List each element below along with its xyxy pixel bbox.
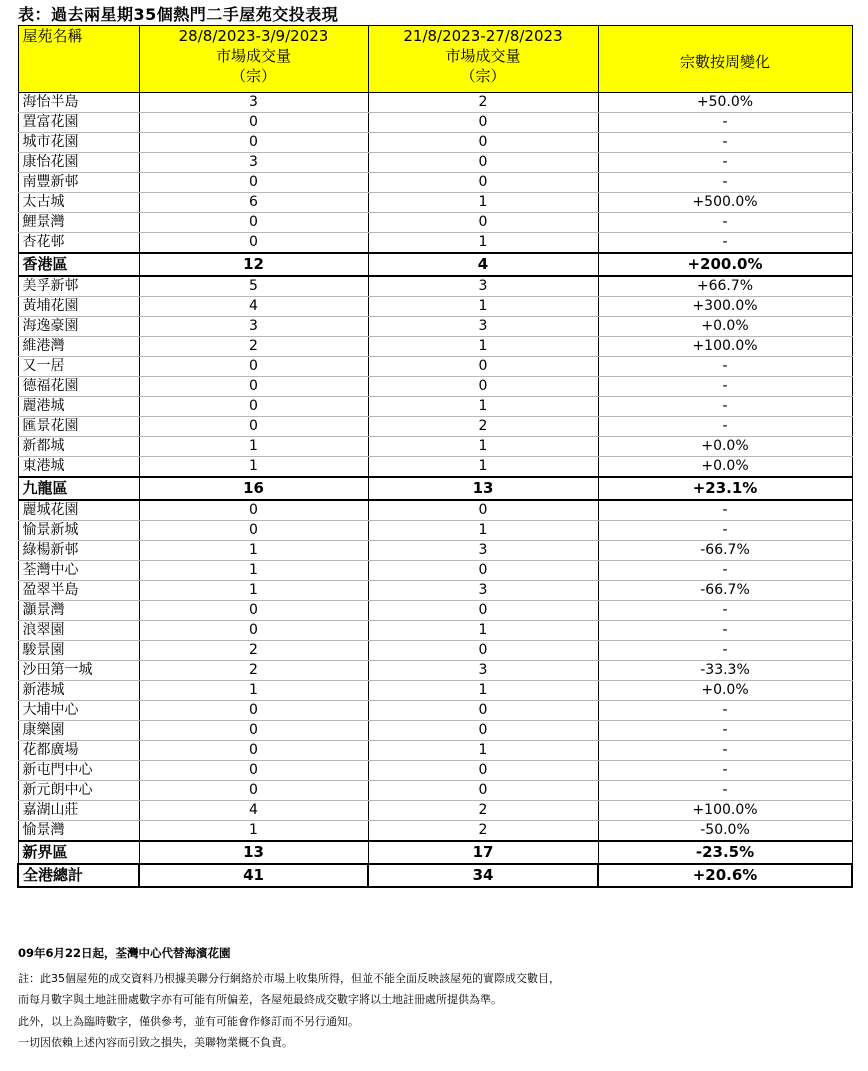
estate-name-cell: 海怡半島	[18, 93, 139, 113]
subtotal-row	[18, 864, 852, 887]
footnote-line: 此外，以上為臨時數字，僅供參考，並有可能會作修訂而不另行通知。	[18, 1014, 359, 1028]
previous-week-cell: 1	[368, 457, 598, 478]
subtotal-row	[18, 841, 852, 864]
current-week-cell: 0	[139, 233, 368, 254]
current-week-cell: 0	[139, 521, 368, 541]
table-row	[18, 701, 852, 721]
header-estate-name: 屋苑名稱	[18, 26, 139, 93]
estate-name-cell: 海逸豪園	[18, 317, 139, 337]
current-week-cell: 0	[139, 397, 368, 417]
table-row	[18, 721, 852, 741]
previous-week-cell: 3	[368, 317, 598, 337]
weekly-change-cell: -	[598, 357, 852, 377]
table-row	[18, 601, 852, 621]
weekly-change-cell: -	[598, 641, 852, 661]
table-row	[18, 276, 852, 297]
weekly-change-cell: -	[598, 213, 852, 233]
estate-name-cell: 維港灣	[18, 337, 139, 357]
current-week-cell: 1	[139, 437, 368, 457]
previous-week-cell: 1	[368, 233, 598, 254]
transactions-table	[17, 25, 853, 888]
header-current-week	[139, 26, 368, 93]
current-week-cell: 0	[139, 701, 368, 721]
previous-week-cell: 0	[368, 781, 598, 801]
weekly-change-cell: +200.0%	[598, 253, 852, 276]
table-row	[18, 500, 852, 521]
current-week-cell: 0	[139, 601, 368, 621]
current-week-cell: 0	[139, 781, 368, 801]
weekly-change-cell: -33.3%	[598, 661, 852, 681]
previous-week-cell: 0	[368, 133, 598, 153]
estate-name-cell: 康怡花園	[18, 153, 139, 173]
previous-week-cell: 0	[368, 153, 598, 173]
previous-week-cell: 1	[368, 741, 598, 761]
table-row	[18, 761, 852, 781]
previous-week-cell: 3	[368, 541, 598, 561]
estate-name-cell: 麗港城	[18, 397, 139, 417]
weekly-change-cell: +500.0%	[598, 193, 852, 213]
estate-name-cell: 鯉景灣	[18, 213, 139, 233]
weekly-change-cell: -	[598, 233, 852, 254]
header-previous-week-unit: （宗）	[460, 67, 506, 85]
previous-week-cell: 1	[368, 297, 598, 317]
estate-name-cell: 杏花邨	[18, 233, 139, 254]
previous-week-cell: 1	[368, 437, 598, 457]
header-current-week-label: 市場成交量	[215, 47, 291, 65]
weekly-change-cell: -23.5%	[598, 841, 852, 864]
estate-name-cell: 新元朗中心	[18, 781, 139, 801]
estate-name-cell: 綠楊新邨	[18, 541, 139, 561]
header-previous-week	[368, 26, 598, 93]
weekly-change-cell: +20.6%	[598, 864, 852, 887]
previous-week-cell: 3	[368, 276, 598, 297]
estate-name-cell: 南豐新邨	[18, 173, 139, 193]
previous-week-cell: 3	[368, 581, 598, 601]
current-week-cell: 16	[139, 477, 368, 500]
estate-name-cell: 嘉湖山莊	[18, 801, 139, 821]
weekly-change-cell: -	[598, 377, 852, 397]
weekly-change-cell: +0.0%	[598, 681, 852, 701]
estate-name-cell: 愉景灣	[18, 821, 139, 842]
estate-name-cell: 花都廣場	[18, 741, 139, 761]
estate-name-cell: 黃埔花園	[18, 297, 139, 317]
table-row	[18, 457, 852, 478]
table-row	[18, 193, 852, 213]
table-row	[18, 781, 852, 801]
weekly-change-cell: +0.0%	[598, 317, 852, 337]
current-week-cell: 0	[139, 173, 368, 193]
estate-name-cell: 康樂園	[18, 721, 139, 741]
estate-name-cell: 匯景花園	[18, 417, 139, 437]
estate-name-cell: 灝景灣	[18, 601, 139, 621]
weekly-change-cell: -	[598, 781, 852, 801]
current-week-cell: 1	[139, 541, 368, 561]
weekly-change-cell: +23.1%	[598, 477, 852, 500]
estate-name-cell: 美孚新邨	[18, 276, 139, 297]
current-week-cell: 0	[139, 761, 368, 781]
table-row	[18, 233, 852, 254]
current-week-cell: 0	[139, 357, 368, 377]
footnote-line: 註：此35個屋苑的成交資料乃根據美聯分行網絡於市場上收集所得，但並不能全面反映該屋苑的實際成交數目，	[18, 971, 560, 985]
weekly-change-cell: +300.0%	[598, 297, 852, 317]
estate-name-cell: 沙田第一城	[18, 661, 139, 681]
previous-week-cell: 4	[368, 253, 598, 276]
current-week-cell: 1	[139, 681, 368, 701]
current-week-cell: 3	[139, 317, 368, 337]
previous-week-cell: 3	[368, 661, 598, 681]
table-title: 表：過去兩星期35個熱門二手屋苑交投表現	[18, 5, 339, 24]
table-row	[18, 213, 852, 233]
header-weekly-change: 宗數按周變化	[598, 26, 852, 93]
footnote-line: 而每月數字與土地註冊處數字亦有可能有所偏差，各屋苑最終成交數字將以土地註冊處所提供為準。	[18, 993, 502, 1006]
previous-week-cell: 2	[368, 417, 598, 437]
weekly-change-cell: -	[598, 153, 852, 173]
table-row	[18, 317, 852, 337]
previous-week-cell: 0	[368, 500, 598, 521]
weekly-change-cell: -	[598, 133, 852, 153]
estate-name-cell: 置富花園	[18, 113, 139, 133]
header-current-week-unit: （宗）	[230, 67, 276, 85]
header-current-week-period: 28/8/2023-3/9/2023	[178, 27, 329, 45]
table-row	[18, 641, 852, 661]
previous-week-cell: 1	[368, 193, 598, 213]
estate-name-cell: 東港城	[18, 457, 139, 478]
footnotes	[18, 943, 560, 1054]
table-row	[18, 741, 852, 761]
estate-name-cell: 香港區	[18, 253, 139, 276]
previous-week-cell: 1	[368, 397, 598, 417]
current-week-cell: 2	[139, 337, 368, 357]
estate-name-cell: 浪翠園	[18, 621, 139, 641]
current-week-cell: 0	[139, 500, 368, 521]
footnote-replacement: 09年6月22日起，荃灣中心代替海濱花園	[18, 946, 231, 960]
table-row	[18, 337, 852, 357]
weekly-change-cell: -	[598, 113, 852, 133]
previous-week-cell: 2	[368, 821, 598, 842]
previous-week-cell: 0	[368, 601, 598, 621]
weekly-change-cell: -	[598, 741, 852, 761]
current-week-cell: 0	[139, 621, 368, 641]
footnote-line: 一切因依賴上述內容而引致之損失，美聯物業概不負責。	[18, 1036, 293, 1049]
weekly-change-cell: -	[598, 621, 852, 641]
estate-name-cell: 新都城	[18, 437, 139, 457]
previous-week-cell: 0	[368, 721, 598, 741]
weekly-change-cell: -66.7%	[598, 541, 852, 561]
current-week-cell: 3	[139, 153, 368, 173]
weekly-change-cell: +0.0%	[598, 437, 852, 457]
weekly-change-cell: -	[598, 417, 852, 437]
estate-name-cell: 新港城	[18, 681, 139, 701]
table-row	[18, 297, 852, 317]
estate-name-cell: 全港總計	[18, 864, 139, 887]
weekly-change-cell: -	[598, 500, 852, 521]
previous-week-cell: 1	[368, 681, 598, 701]
previous-week-cell: 0	[368, 113, 598, 133]
table-row	[18, 377, 852, 397]
weekly-change-cell: -	[598, 761, 852, 781]
header-previous-week-label: 市場成交量	[445, 47, 521, 65]
current-week-cell: 5	[139, 276, 368, 297]
table-row	[18, 417, 852, 437]
current-week-cell: 4	[139, 297, 368, 317]
table-row	[18, 801, 852, 821]
estate-name-cell: 荃灣中心	[18, 561, 139, 581]
table-row	[18, 621, 852, 641]
weekly-change-cell: -	[598, 721, 852, 741]
table-row	[18, 561, 852, 581]
previous-week-cell: 1	[368, 337, 598, 357]
current-week-cell: 0	[139, 133, 368, 153]
weekly-change-cell: +50.0%	[598, 93, 852, 113]
table-body	[18, 93, 852, 888]
current-week-cell: 6	[139, 193, 368, 213]
estate-name-cell: 盈翠半島	[18, 581, 139, 601]
table-row	[18, 153, 852, 173]
current-week-cell: 4	[139, 801, 368, 821]
table-row	[18, 133, 852, 153]
header-previous-week-period: 21/8/2023-27/8/2023	[403, 27, 563, 45]
table-row	[18, 437, 852, 457]
table-row	[18, 173, 852, 193]
table-row	[18, 93, 852, 113]
estate-name-cell: 又一居	[18, 357, 139, 377]
weekly-change-cell: +100.0%	[598, 801, 852, 821]
weekly-change-cell: +66.7%	[598, 276, 852, 297]
previous-week-cell: 0	[368, 213, 598, 233]
estate-name-cell: 新屯門中心	[18, 761, 139, 781]
weekly-change-cell: -50.0%	[598, 821, 852, 842]
previous-week-cell: 0	[368, 561, 598, 581]
table-row	[18, 661, 852, 681]
previous-week-cell: 1	[368, 521, 598, 541]
weekly-change-cell: -	[598, 173, 852, 193]
previous-week-cell: 17	[368, 841, 598, 864]
weekly-change-cell: -	[598, 701, 852, 721]
current-week-cell: 1	[139, 581, 368, 601]
current-week-cell: 0	[139, 417, 368, 437]
previous-week-cell: 0	[368, 173, 598, 193]
subtotal-row	[18, 253, 852, 276]
current-week-cell: 0	[139, 377, 368, 397]
weekly-change-cell: -	[598, 601, 852, 621]
weekly-change-cell: -	[598, 521, 852, 541]
subtotal-row	[18, 477, 852, 500]
weekly-change-cell: +0.0%	[598, 457, 852, 478]
previous-week-cell: 0	[368, 357, 598, 377]
estate-name-cell: 九龍區	[18, 477, 139, 500]
current-week-cell: 1	[139, 821, 368, 842]
estate-name-cell: 城市花園	[18, 133, 139, 153]
current-week-cell: 1	[139, 457, 368, 478]
previous-week-cell: 0	[368, 377, 598, 397]
table-header-row	[18, 26, 852, 93]
current-week-cell: 2	[139, 641, 368, 661]
weekly-change-cell: -	[598, 561, 852, 581]
previous-week-cell: 0	[368, 641, 598, 661]
estate-name-cell: 德福花園	[18, 377, 139, 397]
current-week-cell: 1	[139, 561, 368, 581]
table-row	[18, 397, 852, 417]
previous-week-cell: 0	[368, 761, 598, 781]
table-row	[18, 521, 852, 541]
current-week-cell: 2	[139, 661, 368, 681]
weekly-change-cell: -	[598, 397, 852, 417]
estate-name-cell: 大埔中心	[18, 701, 139, 721]
current-week-cell: 3	[139, 93, 368, 113]
table-row	[18, 541, 852, 561]
weekly-change-cell: -66.7%	[598, 581, 852, 601]
previous-week-cell: 0	[368, 701, 598, 721]
table-row	[18, 821, 852, 842]
current-week-cell: 12	[139, 253, 368, 276]
previous-week-cell: 2	[368, 93, 598, 113]
current-week-cell: 0	[139, 113, 368, 133]
estate-name-cell: 愉景新城	[18, 521, 139, 541]
estate-name-cell: 太古城	[18, 193, 139, 213]
previous-week-cell: 2	[368, 801, 598, 821]
current-week-cell: 0	[139, 721, 368, 741]
estate-name-cell: 麗城花園	[18, 500, 139, 521]
current-week-cell: 0	[139, 741, 368, 761]
table-row	[18, 357, 852, 377]
estate-name-cell: 駿景園	[18, 641, 139, 661]
previous-week-cell: 1	[368, 621, 598, 641]
weekly-change-cell: +100.0%	[598, 337, 852, 357]
current-week-cell: 13	[139, 841, 368, 864]
previous-week-cell: 13	[368, 477, 598, 500]
table-row	[18, 581, 852, 601]
table-row	[18, 113, 852, 133]
previous-week-cell: 34	[368, 864, 598, 887]
current-week-cell: 0	[139, 213, 368, 233]
estate-name-cell: 新界區	[18, 841, 139, 864]
current-week-cell: 41	[139, 864, 368, 887]
table-row	[18, 681, 852, 701]
